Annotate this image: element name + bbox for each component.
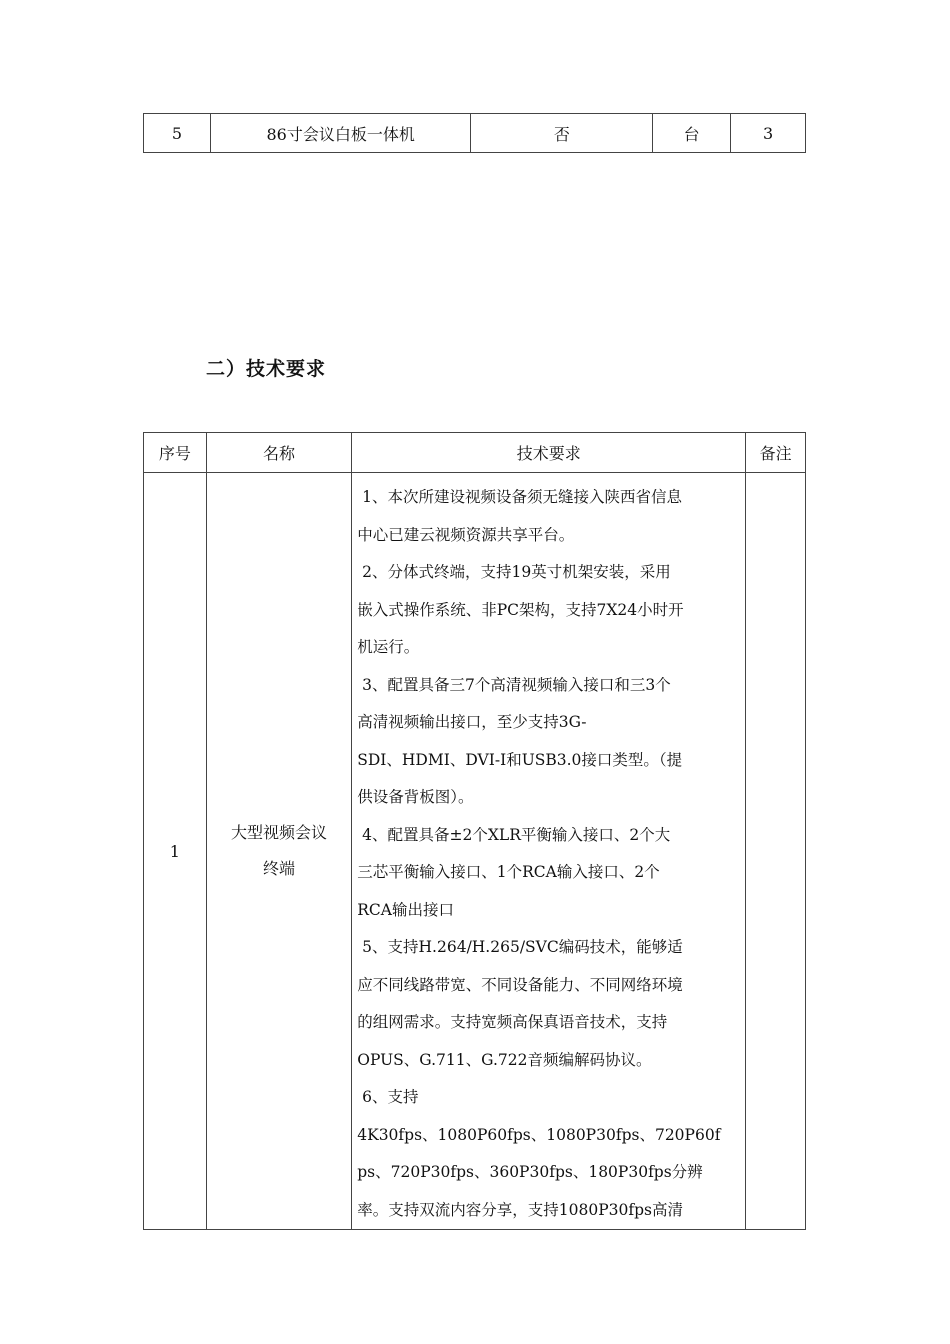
requirement-line: 应不同线路带宽、不同设备能力、不同网络环境 (357, 975, 683, 994)
requirement-line: OPUS、G.711、G.722音频编解码协议。 (357, 1050, 652, 1069)
requirement-line: 机运行。 (357, 638, 420, 656)
requirement-line: 供设备背板图）。 (357, 788, 474, 806)
requirement-line: 2、分体式终端，支持19英寸机架安装，采用 (357, 563, 671, 581)
row-index: 1 (144, 473, 207, 1230)
equipment-list-table (143, 113, 806, 153)
requirement-line: 5、支持H.264/H.265/SVC编码技术，能够适 (357, 938, 683, 956)
table-header-row (144, 433, 806, 473)
requirement-line: 4K30fps、1080P60fps、1080P30fps、720P60f (357, 1125, 721, 1144)
table-row (144, 473, 806, 1230)
row-index: 5 (144, 114, 211, 153)
header-name: 名称 (206, 433, 351, 473)
table-row (144, 114, 806, 153)
requirement-line: 的组网需求。支持宽频高保真语音技术，支持 (357, 1013, 668, 1031)
requirement-line: ps、720P30fps、360P30fps、180P30fps分辨 (357, 1163, 703, 1181)
item-name (206, 473, 351, 1230)
requirements-cell (352, 473, 746, 1230)
requirement-line: 高清视频输出接口，至少支持3G- (357, 713, 587, 731)
requirement-line: 6、支持 (357, 1088, 419, 1106)
remarks-cell (746, 473, 806, 1230)
quantity: 3 (731, 114, 806, 153)
requirement-line: SDI、HDMI、DVI-I和USB3.0接口类型。（提 (357, 750, 683, 769)
requirement-line: RCA输出接口 (357, 900, 454, 919)
section-heading: 二）技术要求 (206, 358, 327, 380)
item-name: 86寸会议白板一体机 (210, 114, 471, 153)
header-index: 序号 (144, 433, 207, 473)
requirement-line: 嵌入式操作系统、非PC架构，支持7X24小时开 (357, 600, 684, 619)
requirement-line: 三芯平衡输入接口、1个RCA输入接口、2个 (357, 863, 660, 881)
requirement-line: 率。支持双流内容分享，支持1080P30fps高清 (357, 1200, 683, 1219)
requirement-line: 1、本次所建设视频设备须无缝接入陕西省信息 (357, 488, 683, 506)
requirement-line: 中心已建云视频资源共享平台。 (357, 525, 575, 544)
header-remarks: 备注 (746, 433, 806, 473)
technical-requirements-table (143, 432, 806, 1230)
header-requirements: 技术要求 (352, 433, 746, 473)
imported-flag: 否 (471, 114, 653, 153)
requirement-line: 4、配置具备±2个XLR平衡输入接口、2个大 (357, 825, 671, 844)
requirements-text (357, 479, 741, 1229)
unit: 台 (653, 114, 731, 153)
requirement-line: 3、配置具备三7个高清视频输入接口和三3个 (357, 675, 671, 694)
item-name-line: 大型视频会议 (231, 823, 328, 842)
item-name-line: 终端 (263, 859, 296, 878)
